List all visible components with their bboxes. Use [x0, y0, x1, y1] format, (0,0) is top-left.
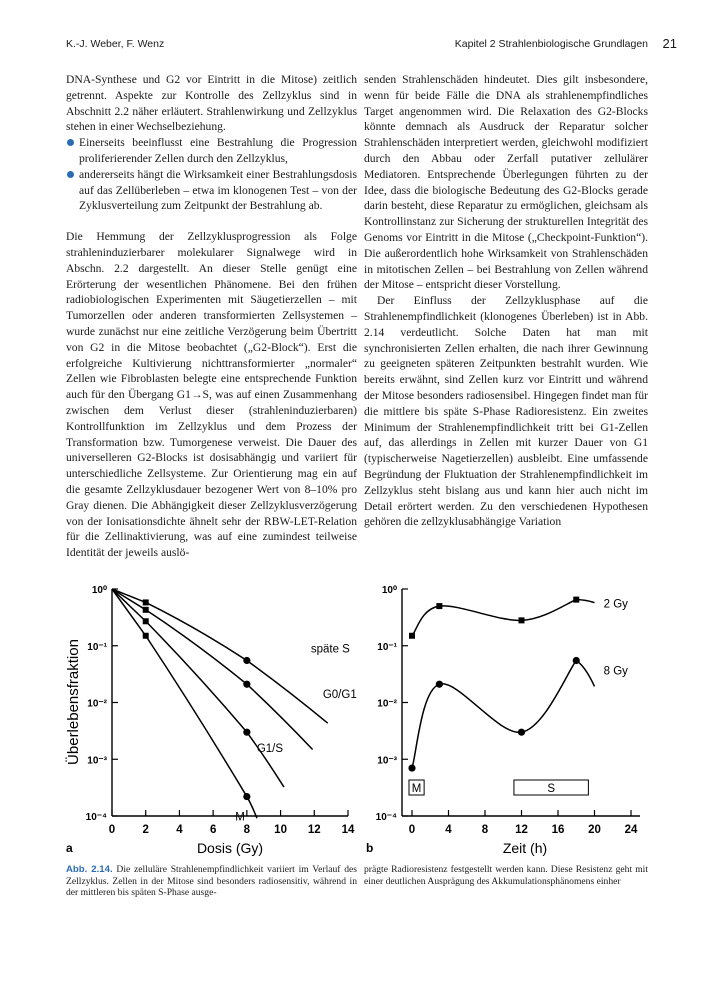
- data-point-circle: [243, 729, 250, 736]
- y-tick-label: 10⁻³: [377, 755, 397, 767]
- paragraph: senden Strahlenschäden hindeutet. Dies gilt insbesondere, wenn für beide Fälle die DNA als strahlenempfindliches Target angenommen wird. Die Relaxation des G2-Blocks könnte demnach als Ausdruck der Reparatur solcher Strahlenschäden interpretiert werden, gleichwohl modifiziert durch den Abbau oder Zerfall putativer zellulärer Mediatoren. Entsprechende Überlegungen führten zu der Idee, dass die biologische Bedeutung des G2-Blocks gerade darin besteht, diese Reparatur zu ermöglichen, gleichsam als Kontrollinstanz zur Sicherung der strukturellen Integrität des Genoms vor Eintritt in die Mitose („Checkpoint-Funktion“). Die außerordentlich hohe Wirksamkeit von Strahlenschäden in mitotischen Zellen – bei Bestrahlung von Zellen während der Mitose – entspricht dieser Vorstellung.: [364, 73, 648, 292]
- y-tick-label: 10⁰: [381, 585, 397, 596]
- data-point-square: [409, 633, 415, 639]
- sensitivity-curve-8gy: [412, 660, 595, 768]
- data-point-square: [143, 607, 149, 613]
- data-point-circle: [243, 657, 250, 664]
- header-authors: K.-J. Weber, F. Wenz: [66, 38, 165, 50]
- series-label: späte S: [310, 643, 350, 656]
- y-tick-label: 10⁻¹: [377, 641, 397, 653]
- data-point-circle: [408, 764, 415, 771]
- panel-a-xlabel: Dosis (Gy): [196, 840, 264, 856]
- data-point-square: [519, 617, 525, 623]
- x-tick-label: 2: [142, 824, 149, 836]
- data-point-square: [573, 597, 579, 603]
- data-point-square: [143, 599, 149, 605]
- page-number: 21: [662, 36, 677, 51]
- figure-caption-left: [66, 864, 357, 899]
- header-chapter: Kapitel 2 Strahlenbiologische Grundlagen: [454, 38, 648, 50]
- x-tick-label: 24: [624, 824, 638, 836]
- paragraph: Der Einfluss der Zellzyklusphase auf die Strahlenempfindlichkeit (klonogenes Überleben) ist in Abb. 2.14 verdeutlicht. Solche Daten hat man mit synchronisierten Zellen erhalten, die nach ihrer Gewinnung zu geeigneten späteren Zeitpunkten bestrahlt wurden. Wie bereits erwähnt, sind Zellen kurz vor Eintritt und während der Mitose besonders radiosensibel. Hingegen findet man für die mittlere bis späte S-Phase Radioresistenz. Ein zweites Minimum der Strahlenempfindlichkeit tritt bei G1-Zellen auf, das allerdings in Zellen mit kurzer Dauer von G1 (typischerweise Nagetierzellen) ausbleibt. Eine umfassende Begründung der Fluktuation der Strahlenempfindlichkeit im Zellzyklus steht bislang aus und kann hier auch nicht im Detail erörtert werden. Zu den verschiedenen Hypothesen gehören die zellzyklusabhängige Variation: [364, 294, 648, 529]
- x-tick-label: 20: [588, 824, 601, 836]
- phase-label: S: [547, 783, 555, 795]
- survival-curve-g0g1: [112, 589, 313, 750]
- data-point-circle: [436, 681, 443, 688]
- x-tick-label: 4: [176, 824, 183, 836]
- y-tick-label: 10⁻⁴: [85, 812, 107, 823]
- x-tick-label: 6: [209, 824, 217, 836]
- series-label: 2 Gy: [603, 598, 628, 611]
- data-point-circle: [573, 657, 580, 664]
- panel-b-letter: b: [366, 841, 374, 855]
- x-tick-label: 0: [108, 824, 116, 836]
- caption-text: prägte Radioresistenz festgestellt werden kann. Diese Resistenz geht mit einer deutlichen Ausprägung des Akkumulationsphänomens einher: [364, 864, 648, 887]
- caption-text: Die zelluläre Strahlenempfindlichkeit variiert im Verlauf des Zellzyklus. Zellen in der Mitose sind besonders radiosensitiv, während in der mittleren bis späten S-Phase ausge-: [66, 864, 357, 899]
- paragraph: Die Hemmung der Zellzyklusprogression als Folge strahleninduzierbarer molekularer Signalwege wird in Abschn. 2.2 dargestellt. An dieser Stelle genügt eine Erörterung der wesentlichen Phänomene. Bei den frühen radiobiologischen Experimenten mit Säugetierzellen – mit Tumorzellen oder anderen transformierten Zellsystemen – wurde zunächst nur eine zeitliche Verzögerung beim Übertritt von G2 in die Mitose beobachtet („G2-Block“). Erst die erfolgreiche Kultivierung nichttransformierter „normaler“ Zellen wie Fibroblasten belegte eine entsprechende Funktion auch für den Übergang G1→S, was auf einen Zusammenhang zwischen dem Verlust dieser (strahleninduzierbaren) Kontrollfunktion im Zellzyklus und dem Prozess der Transformation bzw. Tumorgenese verweist. Die Dauer des universelleren G2-Blocks ist dosisabhängig und variiert für unterschiedliche Zellsysteme. Zur Orientierung mag ein auf die gesamte Zellzyklusdauer bezogener Wert von 8–10% pro Gray dienen. Die Abhängigkeit dieser Zellzyklusverzögerung von der Ionisationsdichte ähnelt sehr der RBW-LET-Relation für die Zellinaktivierung, was auf eine zumindest teilweise Identität der jeweils auslö-: [66, 230, 357, 560]
- panel-a-letter: a: [66, 841, 73, 855]
- x-tick-label: 10: [274, 824, 287, 836]
- data-point-circle: [243, 793, 250, 800]
- x-tick-label: 14: [341, 824, 355, 836]
- data-point-circle: [243, 681, 250, 688]
- survival-curve-g1s: [112, 589, 284, 787]
- x-tick-label: 8: [481, 824, 489, 836]
- series-label: 8 Gy: [603, 665, 628, 678]
- x-tick-label: 0: [408, 824, 416, 836]
- figure-caption-right: [364, 864, 648, 887]
- x-tick-label: 12: [307, 824, 321, 836]
- x-tick-label: 16: [551, 824, 565, 836]
- caption-label: Abb. 2.14.: [66, 864, 113, 875]
- panel-a-ylabel: Überlebensfraktion: [65, 639, 82, 765]
- bullet-item: andererseits hängt die Wirksamkeit einer Bestrahlungsdosis auf das Zellüberleben – etwa im klonogenen Test – von der Zyklusverteilung zum Zeitpunkt der Bestrahlung ab.: [66, 167, 357, 214]
- paragraph: DNA-Synthese und G2 vor Eintritt in die Mitose) zeitlich getrennt. Aspekte zur Kontrolle des Zellzyklus sind in Abschnitt 2.2 näher erläutert. Strahlenwirkung und Zellzyklus stehen in einer Wechselbeziehung.: [66, 73, 357, 134]
- y-tick-label: 10⁻³: [87, 755, 107, 767]
- y-tick-label: 10⁻²: [87, 698, 107, 710]
- y-tick-label: 10⁻⁴: [375, 812, 397, 823]
- data-point-circle: [518, 729, 525, 736]
- y-tick-label: 10⁻²: [377, 698, 397, 710]
- y-tick-label: 10⁻¹: [87, 641, 107, 653]
- series-label: G1/S: [256, 743, 284, 756]
- data-point-square: [143, 618, 149, 624]
- x-tick-label: 4: [445, 824, 452, 836]
- phase-label: M: [411, 783, 422, 795]
- series-label: M: [235, 811, 245, 824]
- panel-b-xlabel: Zeit (h): [502, 840, 548, 856]
- x-tick-label: 12: [515, 824, 528, 836]
- y-tick-label: 10⁰: [91, 585, 107, 596]
- data-point-square: [436, 603, 442, 609]
- bullet-item: Einerseits beeinflusst eine Bestrahlung die Progression proliferierender Zellen durch den Zellzyklus,: [66, 135, 357, 167]
- data-point-square: [143, 633, 149, 639]
- x-tick-label: 8: [243, 824, 251, 836]
- series-label: G0/G1: [322, 689, 357, 702]
